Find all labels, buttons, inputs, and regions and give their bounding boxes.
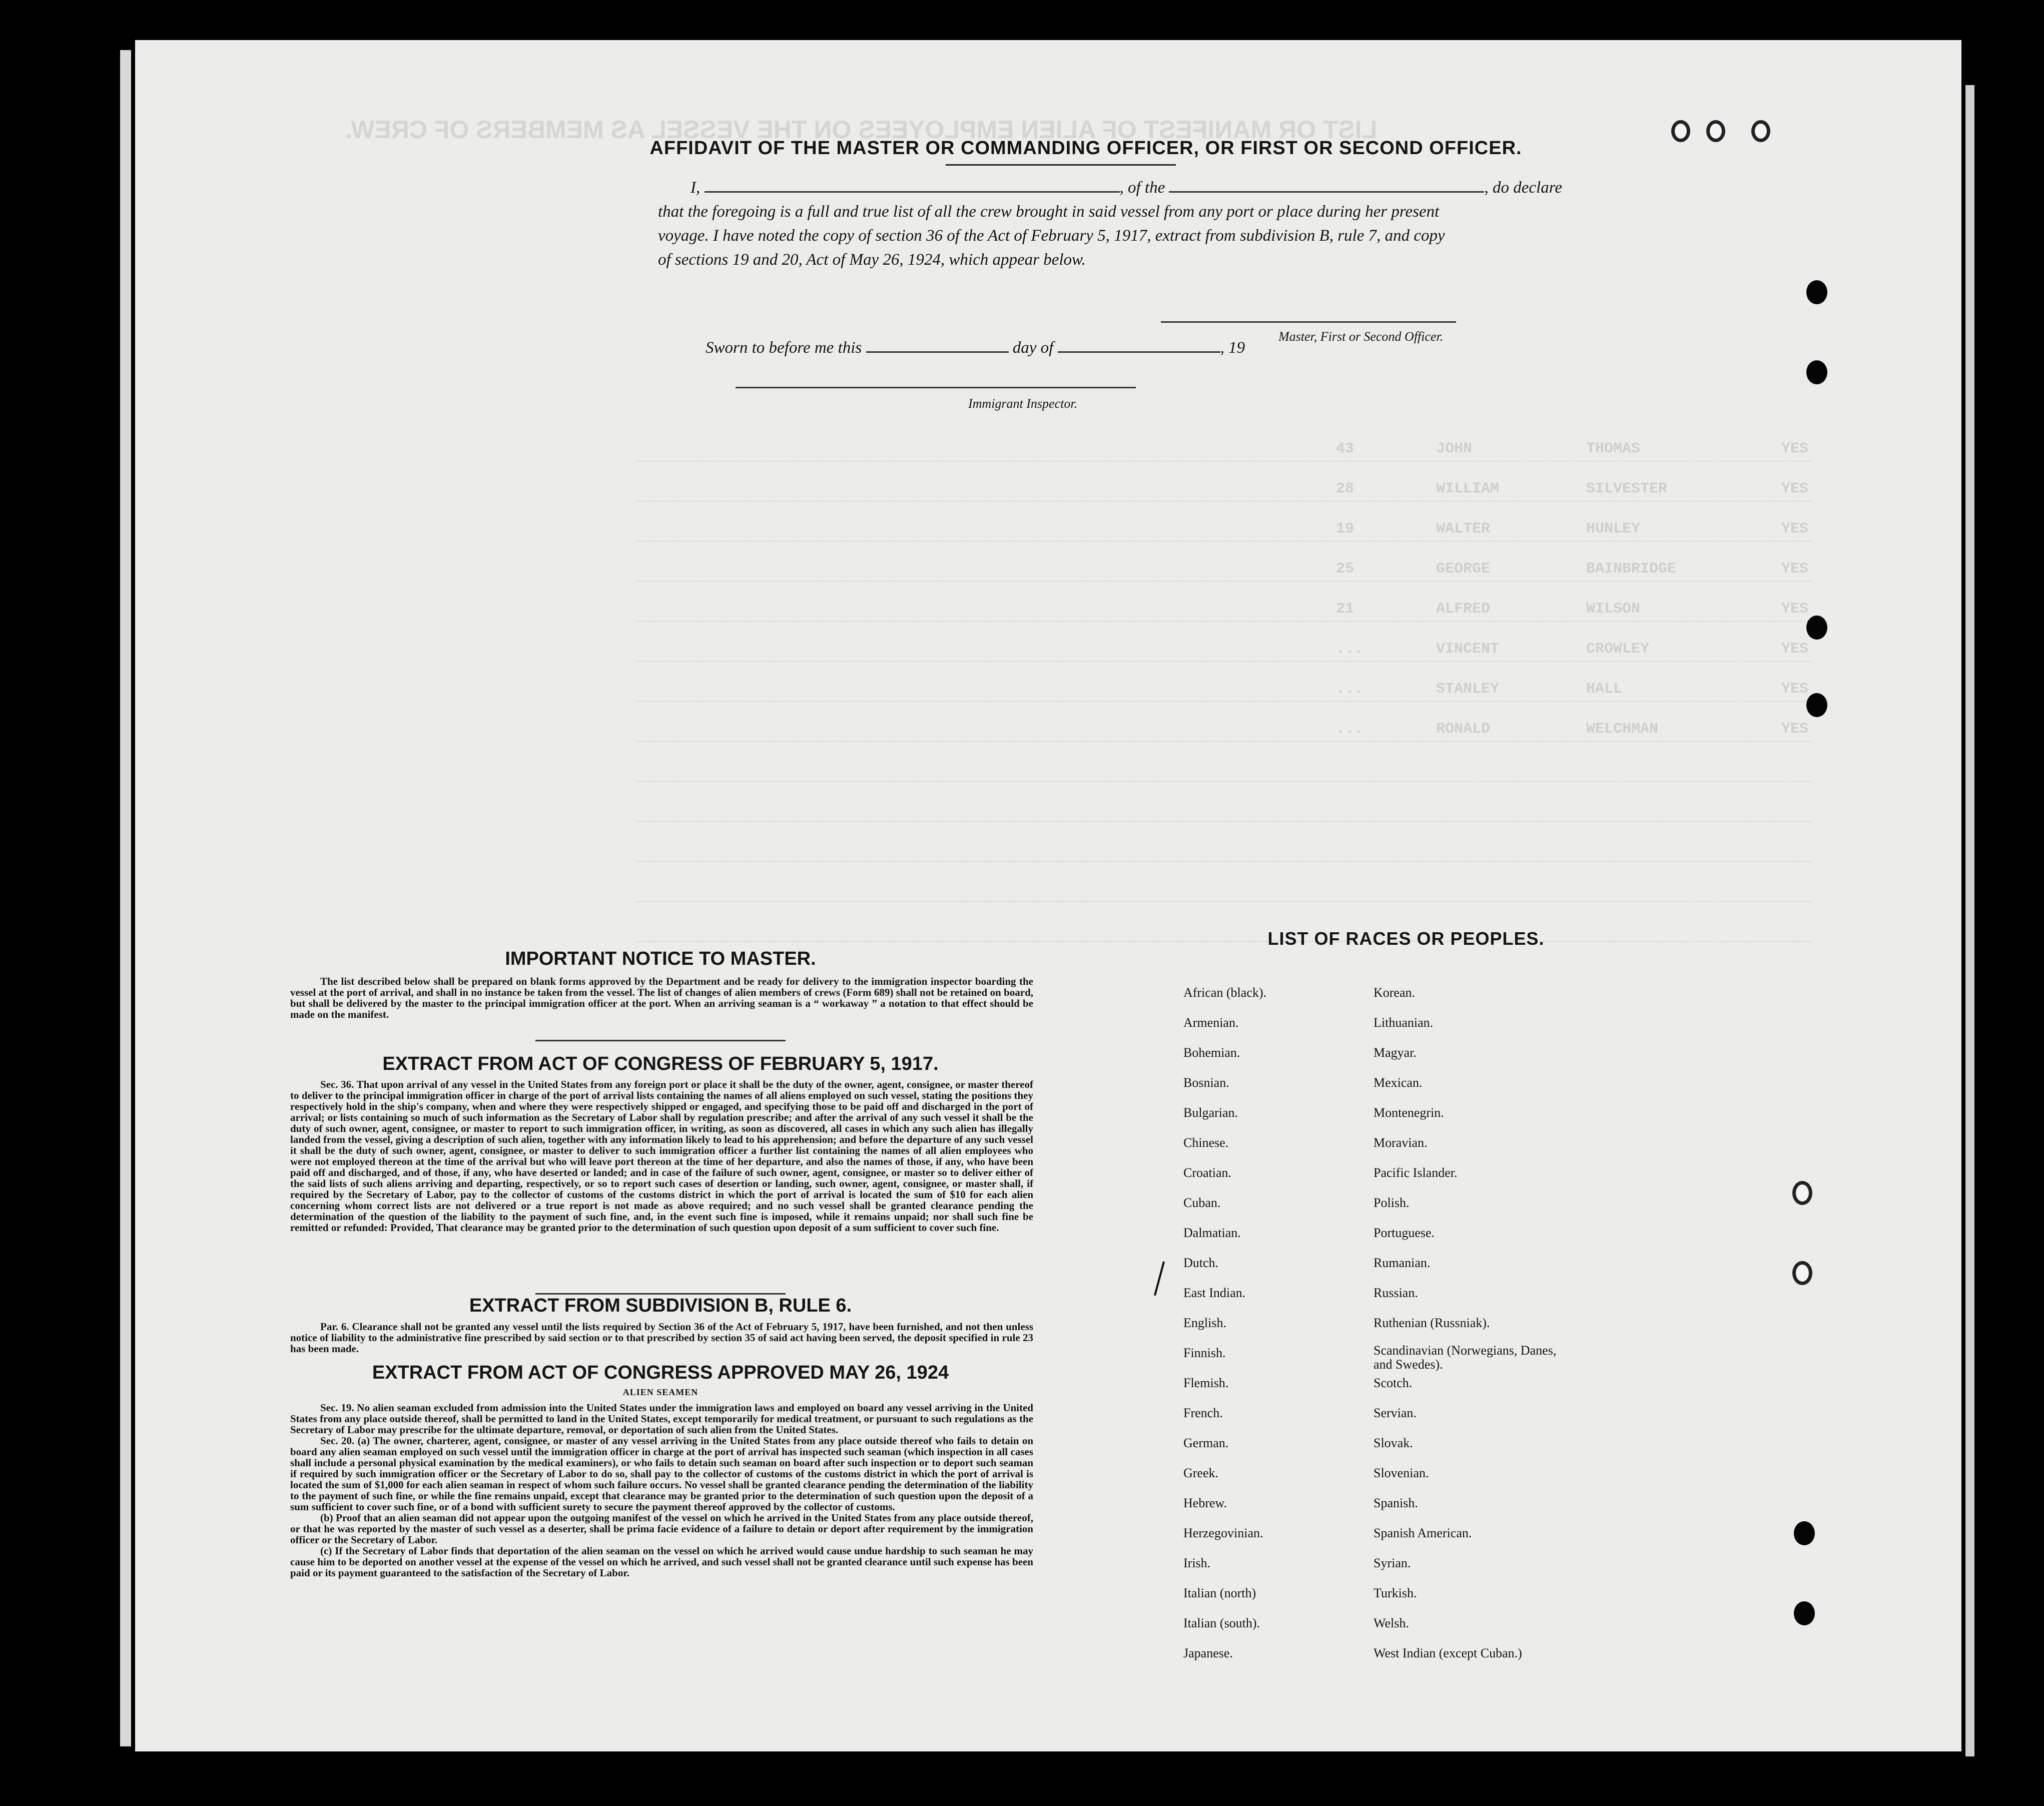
day-of-label: day of (1012, 339, 1054, 357)
alien-seamen-subtitle: ALIEN SEAMEN (622, 1387, 699, 1397)
binder-hole (1806, 360, 1827, 384)
bleed-row: YES THOMAS JOHN 43 (635, 440, 1811, 462)
binder-hole (1671, 120, 1690, 142)
bleed-row: YES SILVESTER WILLIAM 28 (635, 480, 1811, 502)
race-item: Bosnian. (1183, 1075, 1229, 1090)
name-blank[interactable] (705, 176, 1120, 193)
bleed-row: YES WILSON ALFRED 21 (635, 600, 1811, 622)
inspector-label: Immigrant Inspector. (968, 396, 1078, 411)
race-item: Montenegrin. (1374, 1105, 1444, 1120)
extract-rule6-title: EXTRACT FROM SUBDIVISION B, RULE 6. (469, 1295, 852, 1316)
race-item: Syrian. (1374, 1556, 1411, 1570)
bleed-row: YES HALL STANLEY ... (635, 681, 1811, 702)
sec-20c: (c) If the Secretary of Labor finds that deportation of the alien seaman on the vessel on which he arrived would cause undue hardship to such seaman he may cause him to be deported on another vessel at the expense of the vessel on which he arrived, and such vessel shall not be granted clearance until such expense has been paid or its payment guaranteed to the satisfaction of the Secretary of Labor. (290, 1545, 1033, 1579)
race-item: African (black). (1183, 985, 1267, 1000)
notice-text: The list described below shall be prepared on blank forms approved by the Department and be ready for delivery to the immigration inspector boarding the vessel at the port of arrival, and shall in no instance be taken from the vessel. The list of changes of alien members of crews (Form 689) shall not be retained on board, but shall be delivered by the master to the principal immigration officer at the port. When an arriving seaman is a “ workaway ” a notation to that effect should be made on the manifest. (290, 975, 1033, 1020)
extract-1917-text: Sec. 36. That upon arrival of any vessel in the United States from any foreign port or place it shall be the duty of the owner, agent, consignee, or master thereof to deliver to the principal immigration officer in charge of the port of arrival lists containing the names of all aliens employed on such vessel, stating the positions they respectively hold in the ship's company, when and where they were respectively shipped or engaged, and specifying those to be paid off and discharged in the port of arrival; or lists containing so much of such information as the Secretary of Labor shall by regulation prescribe; and after the arrival of any such vessel it shall be the duty of such owner, agent, consignee, or master to report to such immigration officer, in writing, as soon as discovered, all cases in which any such alien has illegally landed from the vessel, giving a description of such alien, together with any information likely to lead to his apprehension; and before the departure of any such vessel it shall be the duty of such owner, agent, consignee, or master to deliver to such immigration officer a further list containing the names of all alien employees who were not employed thereon at the time of the arrival but who will leave port thereon at the time of her departure, and also the names of those, if any, who have been paid off and discharged, and of those, if any, who have deserted or landed; and in case of the failure of such owner, agent, consignee, or master so to deliver either of the said lists of such aliens arriving and departing, respectively, or so to report such cases of desertion or landing, such owner, agent, consignee, or master shall, if required by the Secretary of Labor, pay to the collector of customs of the customs district in which the port of arrival is located the sum of $10 for each alien concerning whom correct lists are not delivered or a true report is not made as above required; and no such vessel shall be granted clearance pending the determination of the question of the liability to the payment of such fine, and, in the event such fine is imposed, while it remains unpaid; nor shall such fine be remitted or refunded: Provided, That clearance may be granted prior to the determination of such question upon deposit of a sum sufficient to cover such fine. (290, 1078, 1033, 1234)
binder-hole (1806, 616, 1827, 640)
race-item: Dalmatian. (1183, 1226, 1241, 1240)
race-item: Dutch. (1183, 1256, 1219, 1270)
race-item: Turkish. (1374, 1586, 1417, 1600)
affidavit-line-3: voyage. I have noted the copy of section 36 of the Act of February 5, 1917, extract from subdivision B, rule 7, and copy (658, 227, 1445, 245)
affidavit-line-4: of sections 19 and 20, Act of May 26, 1924, which appear below. (658, 251, 1086, 269)
race-item: Flemish. (1183, 1376, 1229, 1390)
race-item: Slovak. (1374, 1436, 1413, 1450)
title-underline (946, 164, 1176, 166)
race-item: Rumanian. (1374, 1256, 1431, 1270)
bleed-row (635, 841, 1811, 862)
bleed-row (635, 881, 1811, 902)
affidavit-line-1 (691, 175, 1562, 200)
race-item: Russian. (1374, 1286, 1418, 1300)
bleed-row (635, 801, 1811, 822)
race-item: Welsh. (1374, 1616, 1409, 1630)
race-item: Greek. (1183, 1466, 1219, 1480)
sworn-label: Sworn to before me this (706, 339, 862, 357)
bleed-row (635, 761, 1811, 782)
bleed-through-heading: LIST OR MANIFEST OF ALIEN EMPLOYEES ON THE VESSEL AS MEMBERS OF CREW. (345, 116, 1378, 144)
bleed-through-rows (635, 440, 1811, 981)
bleed-row: YES BAINBRIDGE GEORGE 25 (635, 560, 1811, 582)
race-item: Magyar. (1374, 1045, 1417, 1060)
check-mark (1154, 1262, 1165, 1296)
do-declare-label: , do declare (1484, 179, 1562, 197)
race-item: Scotch. (1374, 1376, 1413, 1390)
race-item: Croatian. (1183, 1165, 1232, 1180)
race-item: Chinese. (1183, 1135, 1229, 1150)
race-item: German. (1183, 1436, 1229, 1450)
bleed-row: YES HUNLEY WALTER 19 (635, 520, 1811, 542)
race-item: Italian (north) (1183, 1586, 1256, 1600)
race-item: Bulgarian. (1183, 1105, 1238, 1120)
race-item: Servian. (1374, 1406, 1417, 1420)
page-edge-right (1965, 85, 1974, 1756)
race-item: Polish. (1374, 1195, 1410, 1210)
race-item: Finnish. (1183, 1346, 1226, 1360)
binder-hole (1706, 120, 1725, 142)
binder-hole (1794, 1521, 1815, 1545)
race-item: Pacific Islander. (1374, 1165, 1458, 1180)
race-item: Lithuanian. (1374, 1015, 1434, 1030)
master-label: Master, First or Second Officer. (1278, 329, 1444, 344)
race-item: Herzegovinian. (1183, 1526, 1263, 1540)
binder-hole (1806, 280, 1827, 304)
binder-hole (1751, 120, 1770, 142)
race-item: Scandinavian (Norwegians, Danes, and Swedes). (1374, 1343, 1557, 1372)
affidavit-title: AFFIDAVIT OF THE MASTER OR COMMANDING OFFICER, OR FIRST OR SECOND OFFICER. (649, 138, 1522, 159)
of-the-label: , of the (1119, 179, 1165, 197)
race-item: Armenian. (1183, 1015, 1239, 1030)
race-item: Irish. (1183, 1556, 1211, 1570)
extract-1917-title: EXTRACT FROM ACT OF CONGRESS OF FEBRUARY 5, 1917. (382, 1053, 939, 1074)
sworn-line (706, 335, 1245, 360)
bleed-row: YES WELCHMAN RONALD ... (635, 721, 1811, 742)
race-item: Japanese. (1183, 1646, 1233, 1660)
race-item: French. (1183, 1406, 1223, 1420)
race-item: Portuguese. (1374, 1226, 1435, 1240)
section-rule (535, 1040, 786, 1041)
extract-1924-text (290, 1402, 1033, 1578)
races-title: LIST OF RACES OR PEOPLES. (1267, 928, 1545, 949)
manifest-page-back (135, 40, 1961, 1751)
affidavit-line-2: that the foregoing is a full and true list of all the crew brought in said vessel from any port or place during her present (658, 203, 1440, 221)
extract-rule6-text: Par. 6. Clearance shall not be granted any vessel until the lists required by Section 36 of the Act of February 5, 1917, have been furnished, and not then unless notice of liability to the administrative fine prescribed by said section or to that prescribed by section 35 of said act having been served, the deposit specified in rule 23 has been made. (290, 1321, 1033, 1355)
master-signature-line[interactable] (1161, 321, 1456, 323)
extract-1924-title: EXTRACT FROM ACT OF CONGRESS APPROVED MAY 26, 1924 (372, 1362, 949, 1383)
race-item: Bohemian. (1183, 1045, 1240, 1060)
binder-hole (1806, 693, 1827, 717)
day-blank[interactable] (866, 336, 1009, 353)
sec-20a: Sec. 20. (a) The owner, charterer, agent, consignee, or master of any vessel arriving in the United States from any place outside thereof who fails to detain on board any alien seaman employed on such vessel until the immigration officer in charge at the port of arrival has inspected such seaman (which inspection in all cases shall include a personal physical examination by the medical examiners), or who fails to detain such seaman on board after such inspection or to deport such seaman if required by such immigration officer or the Secretary of Labor to do so, shall pay to the collector of customs of the customs district in which the port of arrival is located the sum of $1,000 for each alien seaman in respect of whom such failure occurs. No vessel shall be granted clearance pending the determination of the liability to the payment of such fine, or while the fine remains unpaid, except that clearance may be granted prior to the determination of such question upon the deposit of a sum sufficient to cover such fine, or of a bond with sufficient surety to secure the payment thereof approved by the collector of customs. (290, 1435, 1033, 1513)
page-edge-strip (120, 50, 131, 1746)
race-item: West Indian (except Cuban.) (1374, 1646, 1522, 1660)
binder-hole (1794, 1601, 1815, 1625)
sec-20b: (b) Proof that an alien seaman did not appear upon the outgoing manifest of the vessel on which he arrived in the United States from any place outside thereof, or that he was reported by the master of such vessel as a deserter, shall be prima facie evidence of a failure to detain or deport after requirement by the immigration officer or the Secretary of Labor. (290, 1512, 1033, 1546)
inspector-signature-line[interactable] (736, 387, 1136, 388)
section-rule (535, 1293, 786, 1295)
race-item: English. (1183, 1316, 1226, 1330)
race-item: Spanish American. (1374, 1526, 1472, 1540)
race-item: Cuban. (1183, 1195, 1221, 1210)
race-item: East Indian. (1183, 1286, 1246, 1300)
race-item: Italian (south). (1183, 1616, 1260, 1630)
i-label: I, (691, 179, 701, 197)
race-item: Moravian. (1374, 1135, 1428, 1150)
binder-hole (1792, 1261, 1812, 1285)
race-item: Ruthenian (Russniak). (1374, 1316, 1490, 1330)
sec-19: Sec. 19. No alien seaman excluded from admission into the United States under the immigration laws and employed on board any vessel arriving in the United States from any place outside thereof, shall be permitted to land in the United States, except temporarily for medical treatment, or pursuant to such regulations as the Secretary of Labor may prescribe for the ultimate departure, removal, or deportation of such alien from the United States. (290, 1402, 1033, 1436)
race-item: Spanish. (1374, 1496, 1418, 1510)
bleed-row: YES CROWLEY VINCENT ... (635, 641, 1811, 662)
binder-hole (1792, 1181, 1812, 1205)
race-item: Hebrew. (1183, 1496, 1227, 1510)
race-item: Mexican. (1374, 1075, 1423, 1090)
race-item: Slovenian. (1374, 1466, 1429, 1480)
vessel-blank[interactable] (1169, 176, 1484, 193)
year-label: , 19 (1220, 339, 1245, 357)
notice-title: IMPORTANT NOTICE TO MASTER. (505, 948, 816, 969)
race-item: Korean. (1374, 985, 1416, 1000)
month-blank[interactable] (1058, 336, 1220, 353)
